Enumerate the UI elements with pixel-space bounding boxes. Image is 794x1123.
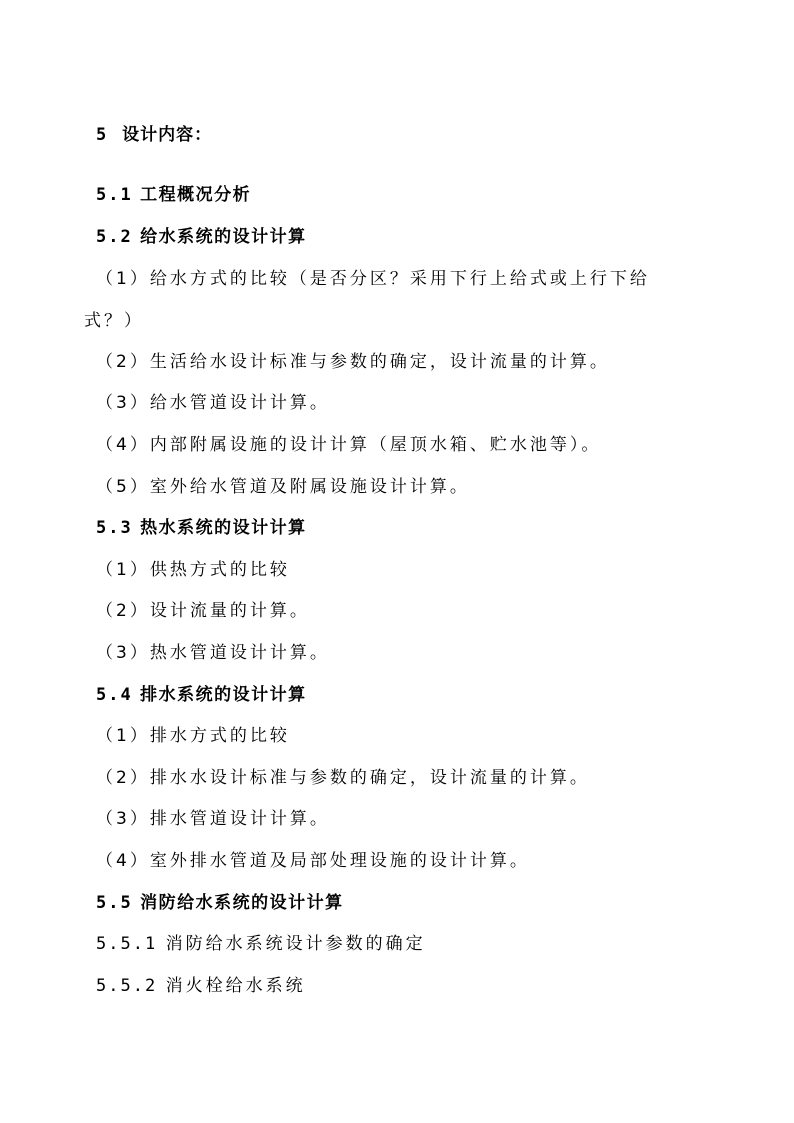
heading-text: 给水系统的设计计算: [140, 227, 307, 247]
paragraph-text: （2）生活给水设计标准与参数的确定，设计流量的计算。: [96, 352, 610, 372]
heading-text: 工程概况分析: [140, 185, 252, 205]
paragraph-line: [96, 807, 704, 831]
heading-5-5: [96, 891, 704, 915]
paragraph-text: （1）排水方式的比较: [96, 726, 290, 746]
paragraph-line: [96, 433, 704, 457]
heading-number: 5.2: [96, 227, 133, 247]
paragraph-text: （3）给水管道设计计算。: [96, 393, 330, 413]
paragraph-text: （3）排水管道设计计算。: [96, 809, 330, 829]
subheading-text: 消火栓给水系统: [165, 976, 306, 996]
paragraph-text: （1）供热方式的比较: [96, 560, 290, 580]
paragraph-line: [96, 475, 704, 499]
paragraph-line: [96, 267, 704, 291]
section-title-text: 设计内容：: [122, 125, 213, 145]
subheading-text: 消防给水系统设计参数的确定: [165, 934, 426, 954]
subheading-number: 5.5.2: [96, 976, 158, 996]
heading-text: 热水系统的设计计算: [140, 518, 307, 538]
paragraph-line-continuation: [84, 309, 704, 333]
heading-number: 5.3: [96, 518, 133, 538]
paragraph-line: [96, 391, 704, 415]
paragraph-line: [96, 766, 704, 790]
heading-text: 排水系统的设计计算: [140, 685, 307, 705]
section-title: [96, 123, 704, 147]
heading-number: 5.1: [96, 185, 133, 205]
paragraph-text: （4）内部附属设施的设计计算（屋顶水箱、贮水池等）。: [96, 435, 602, 455]
paragraph-line: [96, 849, 704, 873]
heading-text: 消防给水系统的设计计算: [140, 893, 344, 913]
paragraph-text: （5）室外给水管道及附属设施设计计算。: [96, 477, 470, 497]
heading-number: 5.5: [96, 893, 133, 913]
subheading-5-5-1: [96, 932, 704, 956]
paragraph-text: 式？）: [84, 311, 144, 331]
paragraph-text: （4）室外排水管道及局部处理设施的设计计算。: [96, 851, 530, 871]
heading-5-2: [96, 225, 704, 249]
paragraph-line: [96, 641, 704, 665]
paragraph-line: [96, 558, 704, 582]
heading-5-1: [96, 183, 704, 207]
paragraph-text: （3）热水管道设计计算。: [96, 643, 330, 663]
subheading-number: 5.5.1: [96, 934, 158, 954]
paragraph-text: （2）排水水设计标准与参数的确定，设计流量的计算。: [96, 768, 590, 788]
paragraph-text: （2）设计流量的计算。: [96, 601, 310, 621]
paragraph-text: （1）给水方式的比较（是否分区？采用下行上给式或上行下给: [96, 269, 650, 289]
paragraph-line: [96, 350, 704, 374]
heading-number: 5.4: [96, 685, 133, 705]
paragraph-line: [96, 724, 704, 748]
heading-5-3: [96, 516, 704, 540]
section-number: 5: [96, 125, 109, 145]
heading-5-4: [96, 683, 704, 707]
paragraph-line: [96, 599, 704, 623]
subheading-5-5-2: [96, 974, 704, 998]
